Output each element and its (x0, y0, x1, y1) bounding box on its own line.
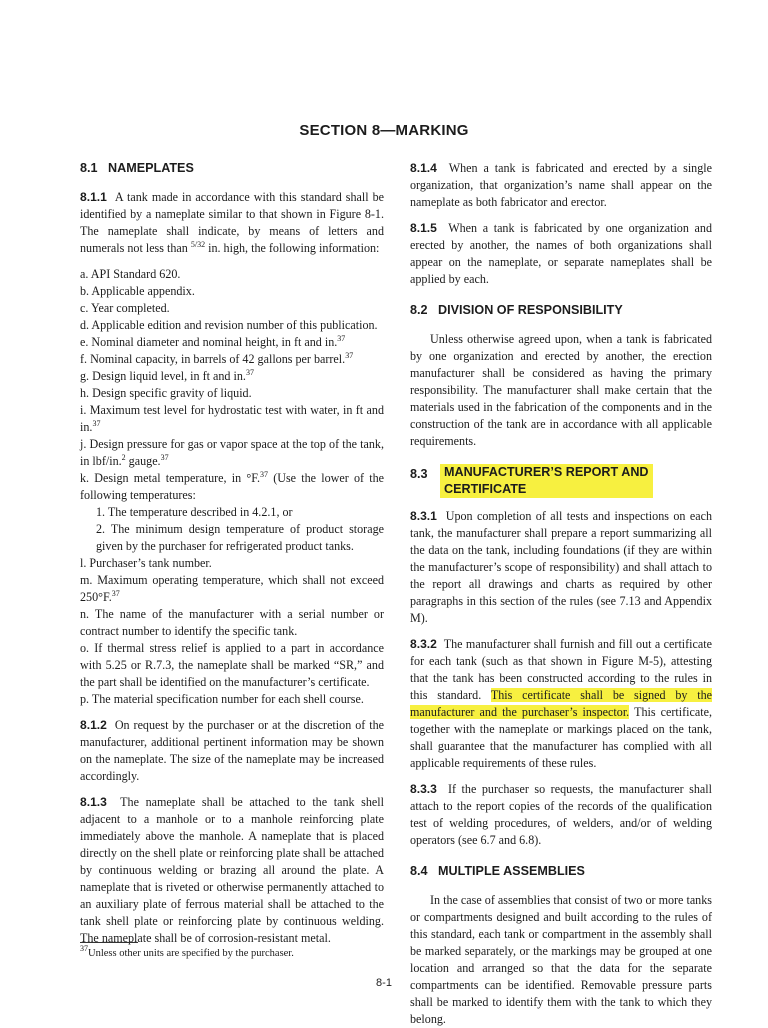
section-title: SECTION 8—MARKING (299, 122, 469, 139)
list-item-m: m. Maximum operating temperature, which shall not exceed 250°F.$^{37}$ (80, 573, 384, 604)
para-8-1-1: 8.1.1 A tank made in accordance with this standard shall be identified by a nameplate similar to that shown in Figure 8-1. The nameplate shall indicate, by means of letters and numerals not less than $^{5/32}$ in. high, the following information: (80, 190, 384, 255)
list-item-i: i. Maximum test level for hydrostatic test with water, in ft and in.$^{37}$ (80, 403, 384, 434)
list-item-n: n. The name of the manufacturer with a serial number or contract number to identify the specific tank. (80, 607, 384, 638)
list-item-k1: 1. The temperature described in 4.2.1, or (96, 505, 293, 519)
list-item-c: c. Year completed. (80, 301, 170, 315)
para-8-4: In the case of assemblies that consist of two or more tanks or compartments designed and built according to the rules of this standard, each tank or compartment in the assembly shall be marked separately, or the markings may be grouped at one location and arranged so that the data for the separate compartments can be identified. Removable pressure parts shall be marked to identify them with the tank to which they belong. (410, 893, 712, 1026)
para-8-1-4: 8.1.4 When a tank is fabricated and erected by a single organization, that organization’s name shall appear on the nameplate as both fabricator and erector. (410, 161, 713, 209)
list-item-g: g. Design liquid level, in ft and in.$^{37}$ (80, 368, 254, 383)
heading-8-4: 8.4 MULTIPLE ASSEMBLIES (410, 864, 585, 878)
list-item-f: f. Nominal capacity, in barrels of 42 gallons per barrel.$^{37}$ (80, 351, 354, 366)
nameplate-info-list (80, 266, 384, 708)
list-item-b: b. Applicable appendix. (80, 284, 195, 298)
list-item-k: k. Design metal temperature, in °F.$^{37}$ (Use the lower of the following temperatures: (80, 470, 384, 502)
page-number: 8-1 (376, 977, 392, 989)
list-item-e: e. Nominal diameter and nominal height, in ft and in.$^{37}$ (80, 334, 346, 349)
list-item-d: d. Applicable edition and revision number of this publication. (80, 318, 378, 332)
list-item-j: j. Design pressure for gas or vapor space at the top of the tank, in lbf/in.$^2$ gauge.$^{37}$ (80, 437, 384, 468)
para-8-1-2: 8.1.2 On request by the purchaser or at the discretion of the manufacturer, additional pertinent information may be shown on the nameplate. The size of the nameplate may be increased accordingly. (80, 718, 384, 783)
para-8-3-3: 8.3.3 If the purchaser so requests, the manufacturer shall attach to the report copies of the records of the qualification test of welding procedures, of welders, and/or of welding operators (see 6.7 and 6.8). (410, 782, 712, 847)
list-item-k2: 2. The minimum design temperature of product storage given by the purchaser for refrigerated product tanks. (96, 522, 384, 553)
para-8-2: Unless otherwise agreed upon, when a tank is fabricated by one organization and erected by another, the erection manufacturer shall be considered as having the primary responsibility. The manufacturer shall make certain that the materials used in the fabrication of the components and in the construction of the tank are in accordance with all applicable requirements. (410, 332, 712, 448)
list-item-a: a. API Standard 620. (80, 267, 181, 281)
footnote-rule (80, 942, 138, 943)
list-item-h: h. Design specific gravity of liquid. (80, 386, 252, 400)
heading-8-2: 8.2 DIVISION OF RESPONSIBILITY (410, 303, 623, 317)
right-column (410, 160, 712, 1028)
heading-8-3-highlight: MANUFACTURER’S REPORT AND CERTIFICATE (440, 464, 653, 498)
left-column (80, 160, 384, 947)
list-item-p: p. The material specification number for each shell course. (80, 692, 364, 706)
footnote: $^{37}$Unless other units are specified by the purchaser. (80, 944, 294, 959)
heading-8-1: 8.1 NAMEPLATES (80, 161, 194, 175)
list-item-l: l. Purchaser’s tank number. (80, 556, 212, 570)
para-8-3-2: 8.3.2 The manufacturer shall furnish and fill out a certificate for each tank (such as that shown in Figure M-5), attesting that the tank has been constructed according to the rules in this standard. This certificate shall be signed by the manufacturer and the purchaser’s inspector. This certificate, together with the nameplate or markings placed on the tank, shall guarantee that the manufacturer has complied with all applicable requirements of these rules. (410, 637, 713, 770)
para-8-1-5: 8.1.5 When a tank is fabricated by one organization and erected by another, the names of both organizations shall appear on the nameplate, or separate nameplates shall be applied by each. (410, 221, 713, 286)
heading-8-3: 8.3 MANUFACTURER’S REPORT AND CERTIFICATE (410, 464, 712, 498)
list-item-o: o. If thermal stress relief is applied to a part in accordance with 5.25 or R.7.3, the nameplate shall be marked “SR,” and the part shall be identified on the manufacturer’s certificate. (80, 641, 384, 689)
para-8-3-1: 8.3.1 Upon completion of all tests and inspections on each tank, the manufacturer shall prepare a report summarizing all the data on the tank, including foundations (if they are within the manufacturer’s scope of responsibility) and shall attach to the report all drawings and charts as required by other paragraphs in this section of the rules (see 7.13 and Appendix M). (410, 509, 712, 625)
para-8-1-3: 8.1.3 The nameplate shall be attached to the tank shell adjacent to a manhole or to a manhole reinforcing plate immediately above the manhole. A nameplate that is placed directly on the shell plate or reinforcing plate shall be attached by continuous welding or brazing all around the plate. A nameplate that is riveted or otherwise permanently attached to an auxiliary plate of ferrous material shall be attached to the tank shell plate or reinforcing plate by continuous welding. The nameplate shall be of corrosion-resistant metal. (80, 795, 384, 945)
highlighted-sentence: This certificate shall be signed by the manufacturer and the purchaser’s inspector. (410, 688, 712, 719)
